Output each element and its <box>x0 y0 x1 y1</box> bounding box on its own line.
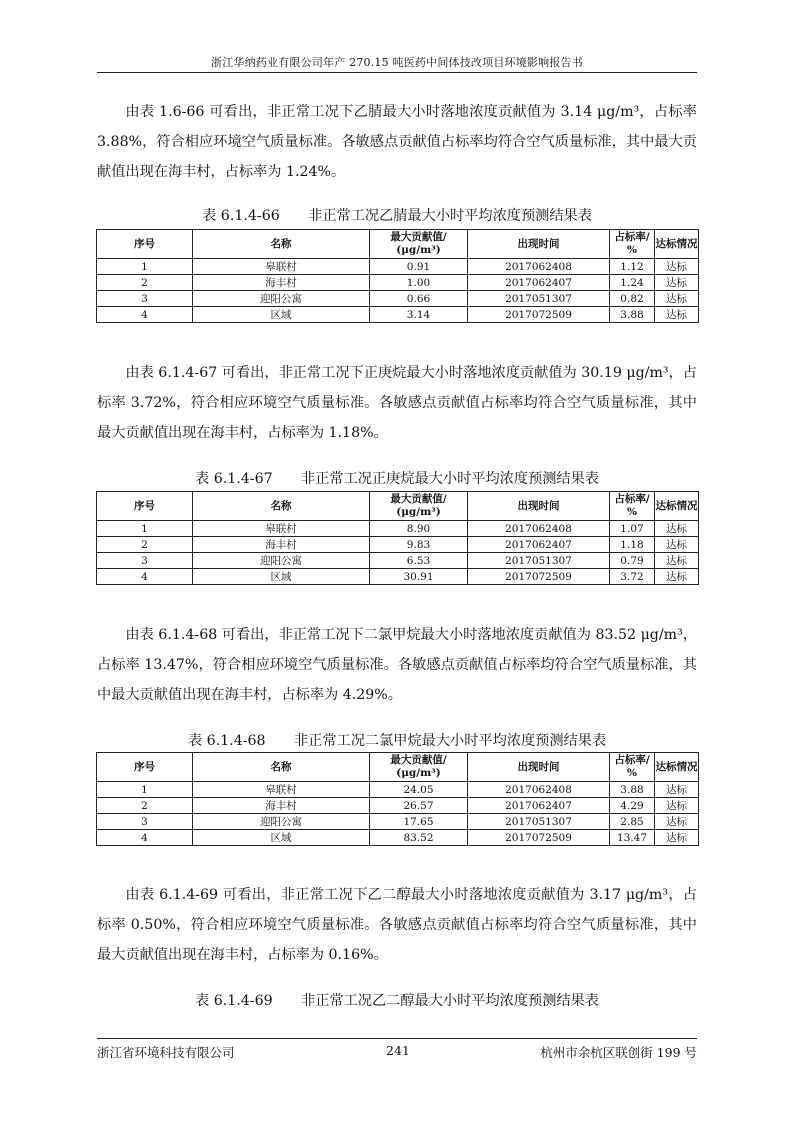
table-row <box>97 569 699 585</box>
table-caption-68: 表 6.1.4-68 非正常工况二氯甲烷最大小时平均浓度预测结果表 <box>187 733 607 749</box>
table-cell: 2017062408 <box>468 521 610 537</box>
table-cell: 4.29 <box>610 798 655 814</box>
col-header-status: 达标情况 <box>655 753 699 782</box>
col-header-max-value: 最大贡献值/ (μg/m³) <box>370 753 468 782</box>
table-cell: 达标 <box>655 307 699 323</box>
table-row <box>97 275 699 291</box>
table-cell: 达标 <box>655 521 699 537</box>
table-cell: 达标 <box>655 782 699 798</box>
table-cell: 0.66 <box>370 291 468 307</box>
table-cell: 2017062408 <box>468 782 610 798</box>
col-header-name: 名称 <box>193 230 370 259</box>
table-caption-66: 表 6.1.4-66 非正常工况乙腈最大小时平均浓度预测结果表 <box>202 208 592 224</box>
paragraph-3: 由表 6.1.4-68 可看出，非正常工况下二氯甲烷最大小时落地浓度贡献值为 83.52 μg/m³，占标率 13.47%，符合相应环境空气质量标准。各敏感点贡献值占标率均符合空气质量标准，其中最大贡献值出现在海丰村，占标率为 4.29%。 <box>97 627 697 703</box>
table-cell: 0.91 <box>370 259 468 275</box>
table-cell: 达标 <box>655 553 699 569</box>
page-header: 浙江华纳药业有限公司年产 270.15 吨医药中间体技改项目环境影响报告书 <box>211 56 583 69</box>
col-header-time: 出现时间 <box>468 753 610 782</box>
table-cell: 2017062407 <box>468 537 610 553</box>
table-cell: 0.79 <box>610 553 655 569</box>
col-header-time: 出现时间 <box>468 230 610 259</box>
table-cell: 1 <box>97 521 193 537</box>
table-row <box>97 553 699 569</box>
footer-rule <box>97 1038 697 1039</box>
table-cell: 3.72 <box>610 569 655 585</box>
table-cell: 2.85 <box>610 814 655 830</box>
table-cell: 1.24 <box>610 275 655 291</box>
table-cell: 1 <box>97 782 193 798</box>
col-header-index: 序号 <box>97 753 193 782</box>
table-cell: 海丰村 <box>193 537 370 553</box>
table-cell: 3 <box>97 553 193 569</box>
table-cell: 1 <box>97 259 193 275</box>
paragraph-1: 由表 1.6-66 可看出，非正常工况下乙腈最大小时落地浓度贡献值为 3.14 μg/m³，占标率 3.88%，符合相应环境空气质量标准。各敏感点贡献值占标率均符合空气质量标准，其中最大贡献值出现在海丰村，占标率为 1.24%。 <box>97 104 697 180</box>
table-cell: 4 <box>97 830 193 846</box>
table-cell: 达标 <box>655 537 699 553</box>
table-cell: 0.82 <box>610 291 655 307</box>
header-rule <box>97 72 697 73</box>
table-cell: 9.83 <box>370 537 468 553</box>
table-row <box>97 830 699 846</box>
table-cell: 皋联村 <box>193 782 370 798</box>
results-table-66 <box>96 229 699 323</box>
footer-address: 杭州市余杭区联创街 199 号 <box>540 1045 697 1060</box>
page-number: 241 <box>386 1043 410 1058</box>
table-cell: 24.05 <box>370 782 468 798</box>
table-cell: 区域 <box>193 569 370 585</box>
table-cell: 迎阳公寓 <box>193 814 370 830</box>
table-cell: 海丰村 <box>193 275 370 291</box>
table-cell: 2017051307 <box>468 291 610 307</box>
table-cell: 达标 <box>655 569 699 585</box>
results-table-67 <box>96 491 699 585</box>
results-table-68 <box>96 752 699 846</box>
table-row <box>97 259 699 275</box>
table-cell: 2017072509 <box>468 830 610 846</box>
table-cell: 达标 <box>655 830 699 846</box>
table-caption-67: 表 6.1.4-67 非正常工况正庚烷最大小时平均浓度预测结果表 <box>195 471 599 487</box>
table-row <box>97 291 699 307</box>
table-cell: 30.91 <box>370 569 468 585</box>
table-cell: 达标 <box>655 814 699 830</box>
paragraph-2: 由表 6.1.4-67 可看出，非正常工况下正庚烷最大小时落地浓度贡献值为 30.19 μg/m³，占标率 3.72%，符合相应环境空气质量标准。各敏感点贡献值占标率均符合空气质量标准，其中最大贡献值出现在海丰村，占标率为 1.18%。 <box>97 365 697 441</box>
table-cell: 4 <box>97 569 193 585</box>
table-cell: 1.18 <box>610 537 655 553</box>
table-cell: 区域 <box>193 307 370 323</box>
table-cell: 4 <box>97 307 193 323</box>
table-cell: 2 <box>97 537 193 553</box>
table-cell: 2 <box>97 275 193 291</box>
paragraph-4: 由表 6.1.4-69 可看出，非正常工况下乙二醇最大小时落地浓度贡献值为 3.17 μg/m³，占标率 0.50%，符合相应环境空气质量标准。各敏感点贡献值占标率均符合空气质量标准，其中最大贡献值出现在海丰村，占标率为 0.16%。 <box>97 887 697 963</box>
table-cell: 6.53 <box>370 553 468 569</box>
table-cell: 17.65 <box>370 814 468 830</box>
col-header-max-value: 最大贡献值/ (μg/m³) <box>370 492 468 521</box>
table-cell: 2017062408 <box>468 259 610 275</box>
table-cell: 迎阳公寓 <box>193 553 370 569</box>
table-cell: 3 <box>97 291 193 307</box>
table-row <box>97 814 699 830</box>
col-header-name: 名称 <box>193 492 370 521</box>
table-cell: 3.88 <box>610 307 655 323</box>
col-header-index: 序号 <box>97 230 193 259</box>
table-cell: 2 <box>97 798 193 814</box>
table-cell: 2017051307 <box>468 814 610 830</box>
table-cell: 达标 <box>655 798 699 814</box>
table-cell: 迎阳公寓 <box>193 291 370 307</box>
table-cell: 2017072509 <box>468 307 610 323</box>
table-cell: 13.47 <box>610 830 655 846</box>
table-header-row <box>97 753 699 782</box>
col-header-ratio: 占标率/ % <box>610 230 655 259</box>
col-header-status: 达标情况 <box>655 492 699 521</box>
table-cell: 2017062407 <box>468 275 610 291</box>
table-cell: 达标 <box>655 275 699 291</box>
table-cell: 83.52 <box>370 830 468 846</box>
table-cell: 1.12 <box>610 259 655 275</box>
table-cell: 26.57 <box>370 798 468 814</box>
col-header-name: 名称 <box>193 753 370 782</box>
table-row <box>97 782 699 798</box>
table-caption-69: 表 6.1.4-69 非正常工况乙二醇最大小时平均浓度预测结果表 <box>195 993 599 1009</box>
col-header-max-value: 最大贡献值/ (μg/m³) <box>370 230 468 259</box>
table-cell: 海丰村 <box>193 798 370 814</box>
table-cell: 皋联村 <box>193 521 370 537</box>
table-cell: 2017051307 <box>468 553 610 569</box>
table-cell: 区域 <box>193 830 370 846</box>
table-row <box>97 307 699 323</box>
table-cell: 3.88 <box>610 782 655 798</box>
col-header-ratio: 占标率/ % <box>610 492 655 521</box>
col-header-time: 出现时间 <box>468 492 610 521</box>
table-header-row <box>97 230 699 259</box>
table-cell: 3.14 <box>370 307 468 323</box>
table-cell: 1.07 <box>610 521 655 537</box>
table-row <box>97 521 699 537</box>
table-cell: 8.90 <box>370 521 468 537</box>
table-cell: 2017072509 <box>468 569 610 585</box>
table-cell: 3 <box>97 814 193 830</box>
col-header-status: 达标情况 <box>655 230 699 259</box>
table-header-row <box>97 492 699 521</box>
table-cell: 达标 <box>655 259 699 275</box>
table-cell: 2017062407 <box>468 798 610 814</box>
col-header-ratio: 占标率/ % <box>610 753 655 782</box>
table-row <box>97 798 699 814</box>
table-cell: 1.00 <box>370 275 468 291</box>
table-row <box>97 537 699 553</box>
col-header-index: 序号 <box>97 492 193 521</box>
table-cell: 达标 <box>655 291 699 307</box>
table-cell: 皋联村 <box>193 259 370 275</box>
footer-company: 浙江省环境科技有限公司 <box>97 1045 235 1060</box>
